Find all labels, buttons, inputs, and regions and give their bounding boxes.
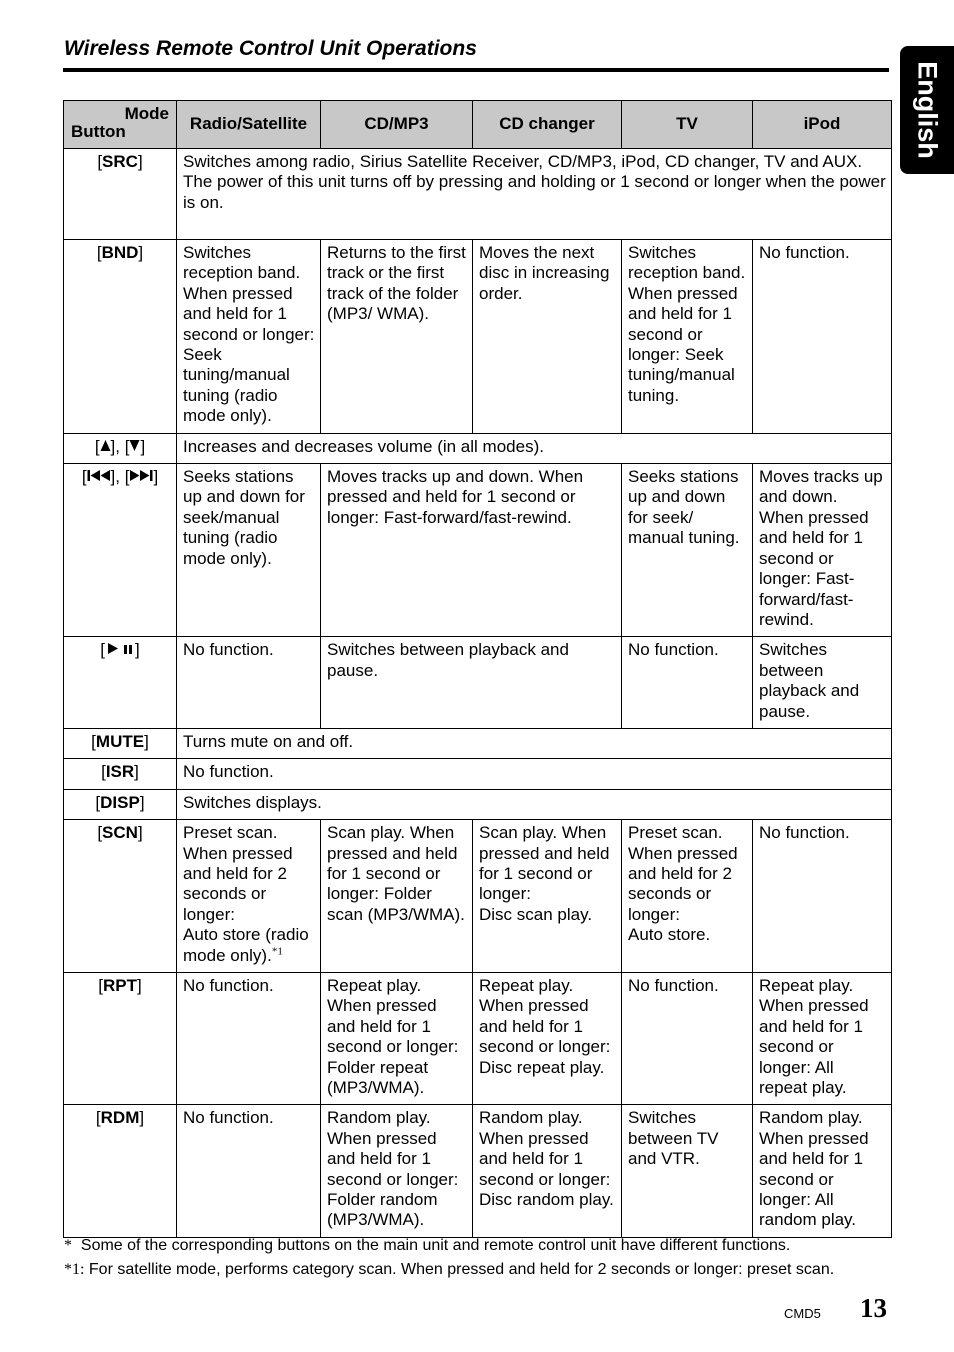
scn-button-label: SCN [102,823,138,843]
page-title: Wireless Remote Control Unit Operations [64,37,477,60]
model-code: CMD5 [784,1306,821,1321]
src-description-line: Switches among radio, Sirius Satellite Receiver, CD/MP3, iPod, CD changer, TV and AUX. [183,152,863,171]
table-row [64,820,892,973]
playpause-cd-cell: Switches between playback and pause. [321,637,622,729]
button-cell-mute: [MUTE] [64,728,177,758]
table-row [64,728,892,758]
scn-changer-text: Scan play. When pressed and held for 1 second or longer: [479,823,610,904]
src-button-label: SRC [102,152,138,171]
skip-back-icon [87,469,111,482]
bnd-ipod-cell: No function. [753,240,892,434]
skip-cd-cell: Moves tracks up and down. When pressed and held for 1 second or longer: Fast-forward/fast-rewind. [321,464,622,637]
rpt-cdmp3-cell: Repeat play. When pressed and held for 1 second or longer: Folder repeat (MP3/WMA). [321,973,473,1105]
skip-forward-icon [129,469,153,482]
table-row [64,637,892,729]
bnd-button-label: BND [101,243,139,262]
isr-description: No function. [177,759,892,789]
button-cell-isr: [ISR] [64,759,177,789]
button-cell-src: [SRC] [64,149,177,240]
rdm-cdmp3-cell: Random play. When pressed and held for 1 second or longer: Folder random (MP3/WMA). [321,1105,473,1237]
col-header-radio: Radio/Satellite [177,101,321,149]
table-row [64,464,892,637]
table-row [64,1105,892,1237]
bnd-tv-cell: Switches reception band. When pressed and held for 1 second or longer: Seek tuning/manual tuning. [622,240,753,434]
rpt-radio-cell: No function. [177,973,321,1105]
footnote-text: For satellite mode, performs category scan. When pressed and held for 2 seconds or longer: preset scan. [88,1261,835,1278]
rpt-ipod-cell: Repeat play. When pressed and held for 1 second or longer: All repeat play. [753,973,892,1105]
button-cell-skip: [ ], [ ] [64,464,177,637]
disp-button-label: DISP [100,792,140,812]
title-rule [63,68,889,72]
scn-ipod-cell: No function. [753,820,892,973]
language-tab-label: English [912,61,943,159]
scn-radio-cell [177,820,321,973]
mute-button-label: MUTE [95,731,145,751]
bnd-cdmp3-cell: Returns to the first track or the first track of the folder (MP3/ WMA). [321,240,473,434]
bnd-radio-cell: Switches reception band. When pressed and held for 1 second or longer: Seek tuning/manual tuning (radio mode only). [177,240,321,434]
table-row [64,240,892,434]
scn-changer-cell [473,820,622,973]
footnote-mark: * [64,1237,72,1254]
playpause-ipod-cell: Switches between playback and pause. [753,637,892,729]
skip-ipod-cell: Moves tracks up and down. When pressed and held for 1 second or longer: Fast-forward/fast-rewind. [753,464,892,637]
page-number: 13 [860,1293,887,1323]
table-row [64,759,892,789]
button-cell-volume: [ ], [ ] [64,433,177,463]
button-header-label: Button [71,121,126,141]
button-cell-rpt: [RPT] [64,973,177,1105]
rpt-tv-cell: No function. [622,973,753,1105]
table-row [64,149,892,240]
volume-description: Increases and decreases volume (in all modes). [177,433,892,463]
rpt-changer-cell: Repeat play. When pressed and held for 1 second or longer: Disc repeat play. [473,973,622,1105]
rdm-ipod-cell: Random play. When pressed and held for 1 second or longer: All random play. [753,1105,892,1237]
playpause-radio-cell: No function. [177,637,321,729]
disp-description: Switches displays. [177,789,892,819]
col-header-changer: CD changer [473,101,622,149]
rdm-radio-cell: No function. [177,1105,321,1237]
up-triangle-icon [100,439,111,452]
playpause-tv-cell: No function. [622,637,753,729]
operations-table [63,100,892,1238]
footnote-mark: *1: [64,1261,85,1278]
scn-radio-text: Preset scan. When pressed and held for 2 seconds or longer: [183,823,293,924]
col-header-tv: TV [622,101,753,149]
table-row [64,973,892,1105]
button-cell-bnd: [BND] [64,240,177,434]
table-row [64,789,892,819]
scn-changer-extra: Disc scan play. [479,904,593,924]
button-cell-playpause: [ ] [64,637,177,729]
scn-radio-extra [183,925,315,966]
table-header-row [64,101,892,149]
rdm-tv-cell: Switches between TV and VTR. [622,1105,753,1237]
down-triangle-icon [129,439,140,452]
rpt-button-label: RPT [103,976,137,995]
footnote-1 [64,1261,834,1279]
scn-cdmp3-cell: Scan play. When pressed and held for 1 second or longer: Folder scan (MP3/WMA). [321,820,473,973]
scn-tv-extra: Auto store. [628,925,711,945]
footnote-general [64,1237,790,1255]
scn-radio-extra-text: Auto store (radio mode only). [183,925,309,965]
mode-header-label: Mode [124,104,169,123]
bnd-changer-cell: Moves the next disc in increasing order. [473,240,622,434]
skip-tv-cell: Seeks stations up and down for seek/ manual tuning. [622,464,753,637]
language-tab [900,46,954,174]
scn-tv-text: Preset scan. When pressed and held for 2 seconds or longer: [628,823,738,924]
col-header-ipod: iPod [753,101,892,149]
skip-radio-cell: Seeks stations up and down for seek/manual tuning (radio mode only). [177,464,321,637]
rdm-button-label: RDM [100,1108,140,1128]
button-cell-disp: [DISP] [64,789,177,819]
src-description-line: The power of this unit turns off by pressing and holding or 1 second or longer when the power is on. [183,172,886,212]
rdm-changer-cell: Random play. When pressed and held for 1 second or longer: Disc random play. [473,1105,622,1237]
mute-description: Turns mute on and off. [177,728,892,758]
scn-tv-cell [622,820,753,973]
isr-button-label: ISR [105,762,135,782]
button-cell-rdm: [RDM] [64,1105,177,1237]
mode-button-header [64,101,177,149]
button-cell-scn: [SCN] [64,820,177,973]
table-row [64,433,892,463]
src-description [177,149,892,240]
footnote-ref: *1 [271,944,283,957]
col-header-cdmp3: CD/MP3 [321,101,473,149]
footnote-text: Some of the corresponding buttons on the main unit and remote control unit have different functions. [80,1237,791,1254]
play-pause-icon [105,642,135,655]
